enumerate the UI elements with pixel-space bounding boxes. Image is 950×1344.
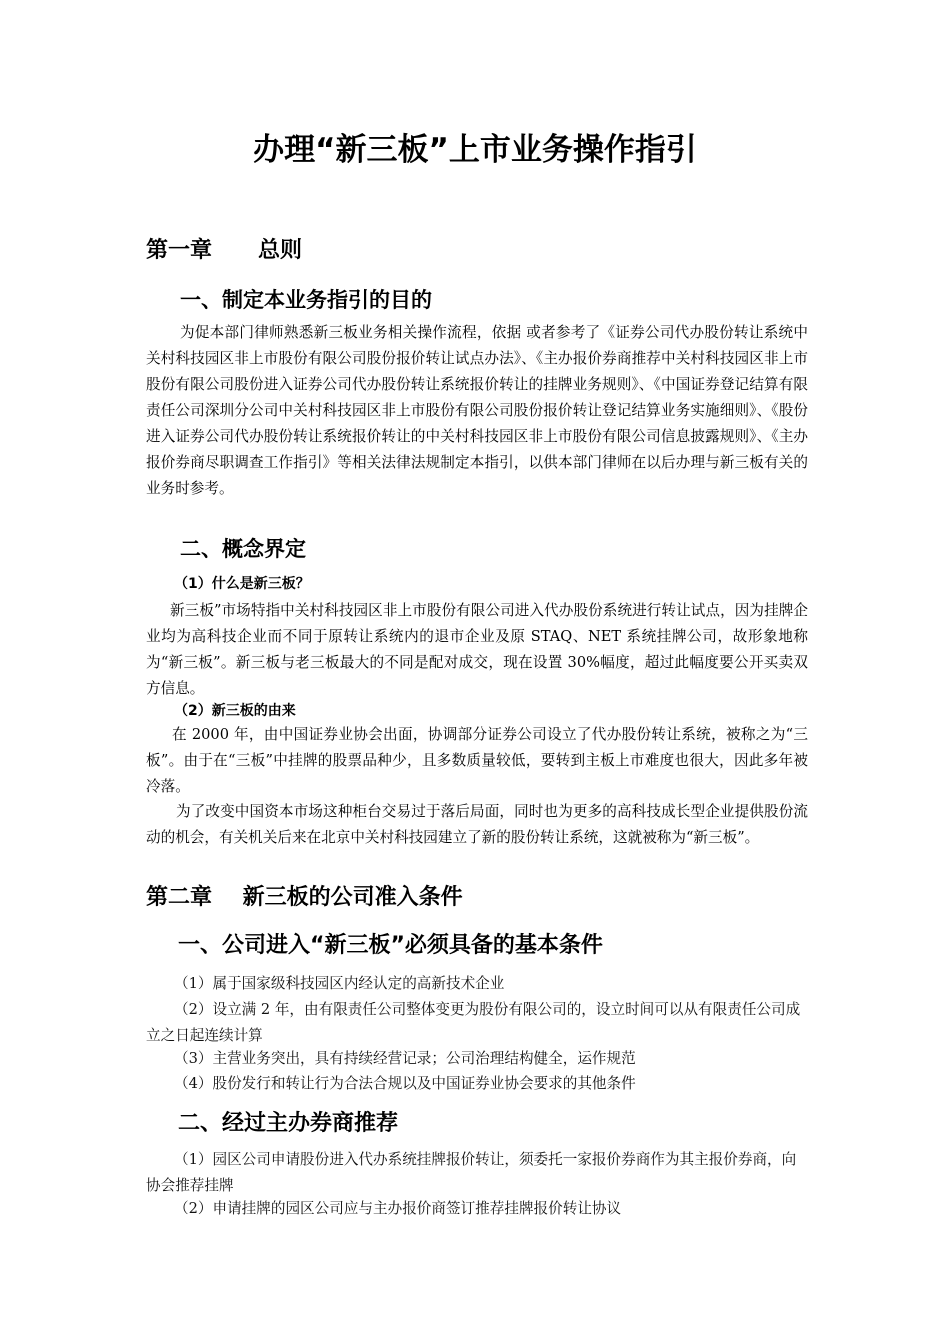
document-title: 办理“新三板”上市业务操作指引 bbox=[253, 132, 697, 168]
question-1-heading: （1）什么是新三板？ bbox=[174, 576, 310, 592]
recommendation-item: （2）申请挂牌的园区公司应与主办报价商签订推荐挂牌报价转让协议 bbox=[174, 1200, 622, 1217]
condition-item: （3）主营业务突出，具有持续经营记录；公司治理结构健全，运作规范 bbox=[174, 1050, 636, 1067]
chapter-1-section-2-heading: 二、概念界定 bbox=[180, 537, 306, 561]
chapter-1-section-1-heading: 一、制定本业务指引的目的 bbox=[180, 288, 432, 312]
chapter-2-heading: 第二章 新三板的公司准入条件 bbox=[146, 885, 463, 910]
purpose-paragraph: 为促本部门律师熟悉新三板业务相关操作流程，依据 或者参考了《证券公司代办股份转让系统中关村科技园区非上市股份有限公司股份报价转让试点办法》、《主办报价券商推荐中关村科技园区非上市股份有限公司股份进入证券公司代办股份转让系统报价转让的挂牌业务规则》、《中国证券登记结算有限责任公司深圳分公司中关村科技园区非上市股份有限公司股份报价转让登记结算业务实施细则》、《股份进入证券公司代办股份转让系统报价转让的中关村科技园区非上市股份有限公司信息披露规则》、《主办报价券商尽职调查工作指引》等相关法律法规制定本指引，以供本部门律师在以后办理与新三板有关的业务时参考。 bbox=[146, 324, 808, 497]
recommendation-item: （1）园区公司申请股份进入代办系统挂牌报价转让，须委托一家报价券商作为其主报价券商，向协会推荐挂牌 bbox=[146, 1151, 797, 1194]
condition-item: （2）设立满 2 年，由有限责任公司整体变更为股份有限公司的，设立时间可以从有限责任公司成立之日起连续计算 bbox=[146, 1001, 801, 1044]
chapter-1-heading: 第一章 总则 bbox=[146, 238, 302, 263]
question-2-heading: （2）新三板的由来 bbox=[174, 703, 296, 719]
question-2-paragraph-2: 为了改变中国资本市场这种柜台交易过于落后局面，同时也为更多的高科技成长型企业提供股份流动的机会，有关机关后来在北京中关村科技园建立了新的股份转让系统，这就被称为“新三板”。 bbox=[146, 803, 808, 846]
condition-item: （1）属于国家级科技园区内经认定的高新技术企业 bbox=[174, 975, 505, 992]
condition-item: （4）股份发行和转让行为合法合规以及中国证券业协会要求的其他条件 bbox=[174, 1075, 636, 1092]
question-2-paragraph-1: 在 2000 年，由中国证券业协会出面，协调部分证券公司设立了代办股份转让系统，被称之为“三板”。由于在“三板”中挂牌的股票品种少，且多数质量较低，要转到主板上市难度也很大，因此多年被冷落。 bbox=[146, 726, 808, 795]
chapter-2-section-1-heading: 一、公司进入“新三板”必须具备的基本条件 bbox=[178, 933, 603, 958]
chapter-2-section-2-heading: 二、经过主办券商推荐 bbox=[178, 1111, 399, 1136]
question-1-paragraph: 新三板”市场特指中关村科技园区非上市股份有限公司进入代办股份系统进行转让试点，因为挂牌企业均为高科技企业而不同于原转让系统内的退市企业及原 STAQ、NET 系统挂牌公司，故形象地称为“新三板”。新三板与老三板最大的不同是配对成交，现在设置 30%幅度，超过此幅度要公开买卖双方信息。 bbox=[146, 602, 808, 697]
